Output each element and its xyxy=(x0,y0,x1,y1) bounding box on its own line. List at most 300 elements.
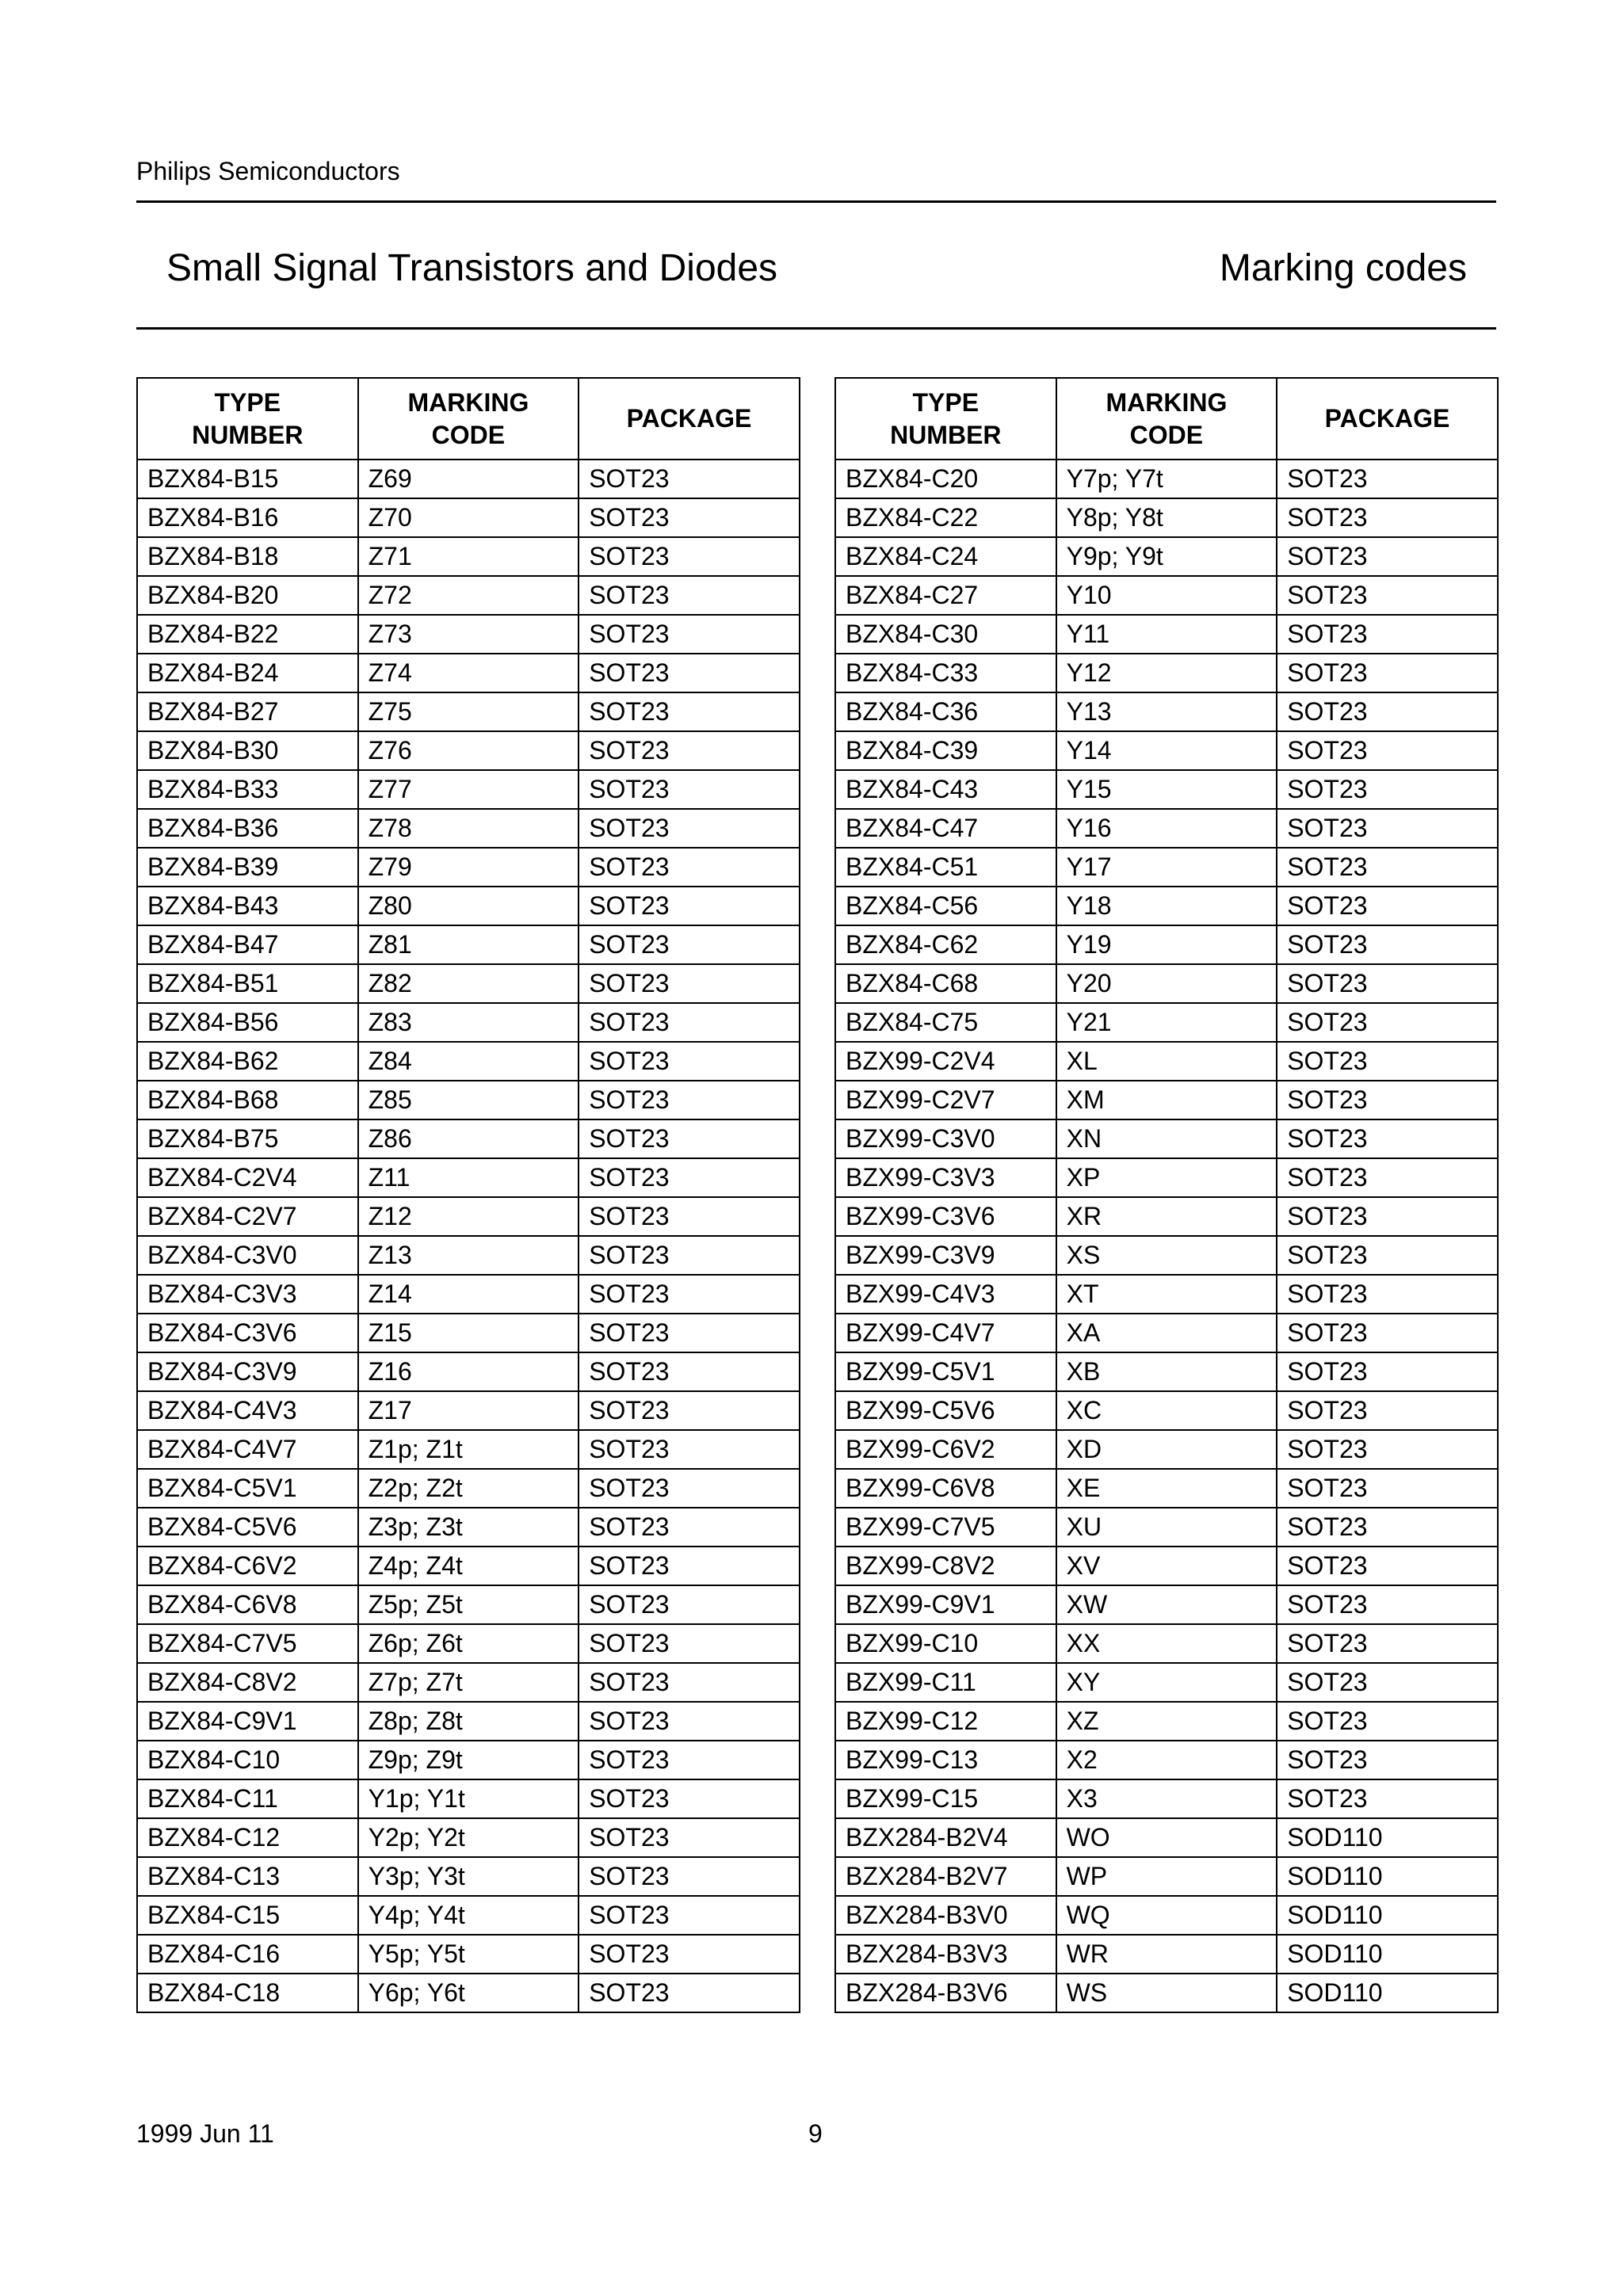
marking-code-cell: Y17 xyxy=(1056,848,1277,887)
table-row xyxy=(137,576,800,615)
marking-code-cell: Z14 xyxy=(358,1275,579,1314)
marking-code-cell: WS xyxy=(1056,1974,1277,2012)
type-number-cell: BZX84-C27 xyxy=(835,576,1056,615)
marking-code-cell: Z81 xyxy=(358,925,579,964)
type-number-cell: BZX84-B75 xyxy=(137,1119,358,1158)
type-number-cell: BZX99-C6V2 xyxy=(835,1430,1056,1469)
marking-code-cell: XL xyxy=(1056,1042,1277,1081)
package-cell: SOT23 xyxy=(1277,615,1498,654)
type-number-cell: BZX84-C51 xyxy=(835,848,1056,887)
marking-code-cell: X2 xyxy=(1056,1741,1277,1779)
marking-code-cell: Z70 xyxy=(358,498,579,537)
marking-code-cell: XC xyxy=(1056,1391,1277,1430)
type-number-cell: BZX99-C9V1 xyxy=(835,1585,1056,1624)
table-row xyxy=(835,770,1498,809)
table-row xyxy=(137,1042,800,1081)
type-number-cell: BZX284-B3V3 xyxy=(835,1935,1056,1974)
type-number-cell: BZX84-C16 xyxy=(137,1935,358,1974)
type-number-cell: BZX84-C56 xyxy=(835,887,1056,925)
package-cell: SOT23 xyxy=(1277,731,1498,770)
table-row xyxy=(835,1275,1498,1314)
package-cell: SOT23 xyxy=(579,1585,800,1624)
package-cell: SOT23 xyxy=(579,1779,800,1818)
column-header-line: CODE xyxy=(1129,420,1204,449)
marking-code-cell: Z78 xyxy=(358,809,579,848)
table-row xyxy=(835,1236,1498,1275)
package-cell: SOD110 xyxy=(1277,1857,1498,1896)
table-row xyxy=(137,1624,800,1663)
marking-code-cell: X3 xyxy=(1056,1779,1277,1818)
package-cell: SOT23 xyxy=(579,1042,800,1081)
marking-code-cell: Y21 xyxy=(1056,1003,1277,1042)
marking-code-cell: Z77 xyxy=(358,770,579,809)
marking-code-cell: Z16 xyxy=(358,1352,579,1391)
document-title: Small Signal Transistors and Diodes xyxy=(166,247,778,289)
package-cell: SOT23 xyxy=(579,964,800,1003)
type-number-cell: BZX84-C10 xyxy=(137,1741,358,1779)
package-cell: SOT23 xyxy=(579,1508,800,1547)
package-cell: SOT23 xyxy=(1277,887,1498,925)
package-cell: SOT23 xyxy=(579,1314,800,1352)
type-number-cell: BZX84-C20 xyxy=(835,460,1056,498)
package-cell: SOT23 xyxy=(1277,1042,1498,1081)
section-title: Marking codes xyxy=(1219,247,1467,289)
type-number-cell: BZX84-B51 xyxy=(137,964,358,1003)
package-cell: SOT23 xyxy=(579,1469,800,1508)
marking-code-cell: Z85 xyxy=(358,1081,579,1119)
table-row xyxy=(835,848,1498,887)
package-cell: SOT23 xyxy=(579,887,800,925)
package-cell: SOT23 xyxy=(1277,498,1498,537)
marking-code-cell: Y10 xyxy=(1056,576,1277,615)
type-number-cell: BZX84-C2V7 xyxy=(137,1197,358,1236)
type-number-cell: BZX99-C7V5 xyxy=(835,1508,1056,1547)
package-cell: SOT23 xyxy=(579,1003,800,1042)
table-row xyxy=(137,1508,800,1547)
package-cell: SOT23 xyxy=(579,1857,800,1896)
type-number-cell: BZX99-C3V9 xyxy=(835,1236,1056,1275)
table-row xyxy=(137,1236,800,1275)
marking-code-cell: XR xyxy=(1056,1197,1277,1236)
package-cell: SOT23 xyxy=(1277,1508,1498,1547)
marking-code-cell: Z75 xyxy=(358,692,579,731)
marking-code-cell: Y16 xyxy=(1056,809,1277,848)
package-cell: SOT23 xyxy=(1277,1314,1498,1352)
table-row xyxy=(835,1663,1498,1702)
type-number-cell: BZX84-C24 xyxy=(835,537,1056,576)
table-row xyxy=(137,1469,800,1508)
type-number-cell: BZX99-C8V2 xyxy=(835,1547,1056,1585)
marking-code-cell: XX xyxy=(1056,1624,1277,1663)
table-row xyxy=(137,1430,800,1469)
marking-code-cell: XN xyxy=(1056,1119,1277,1158)
marking-code-cell: Z86 xyxy=(358,1119,579,1158)
table-row xyxy=(835,537,1498,576)
type-number-cell: BZX84-B20 xyxy=(137,576,358,615)
package-cell: SOT23 xyxy=(1277,1391,1498,1430)
table-row xyxy=(835,692,1498,731)
package-cell: SOT23 xyxy=(579,1896,800,1935)
type-number-cell: BZX84-C15 xyxy=(137,1896,358,1935)
header-rule-bottom xyxy=(136,327,1496,330)
marking-code-cell: Z2p; Z2t xyxy=(358,1469,579,1508)
marking-code-cell: WP xyxy=(1056,1857,1277,1896)
type-number-cell: BZX84-C12 xyxy=(137,1818,358,1857)
package-cell: SOT23 xyxy=(579,809,800,848)
marking-code-cell: Z69 xyxy=(358,460,579,498)
table-row xyxy=(835,1702,1498,1741)
marking-code-cell: Z12 xyxy=(358,1197,579,1236)
table-row xyxy=(137,1197,800,1236)
package-cell: SOD110 xyxy=(1277,1974,1498,2012)
table-row xyxy=(835,1158,1498,1197)
column-header-line: TYPE xyxy=(912,387,980,417)
table-body-left xyxy=(137,460,800,2012)
type-number-cell: BZX84-B39 xyxy=(137,848,358,887)
column-header-type-number xyxy=(835,378,1056,460)
type-number-cell: BZX99-C6V8 xyxy=(835,1469,1056,1508)
header-rule-top xyxy=(136,200,1496,203)
package-cell: SOT23 xyxy=(1277,848,1498,887)
type-number-cell: BZX99-C3V0 xyxy=(835,1119,1056,1158)
package-cell: SOT23 xyxy=(579,848,800,887)
type-number-cell: BZX99-C11 xyxy=(835,1663,1056,1702)
table-row xyxy=(137,537,800,576)
table-row xyxy=(835,1119,1498,1158)
type-number-cell: BZX84-B18 xyxy=(137,537,358,576)
package-cell: SOT23 xyxy=(579,537,800,576)
table-row xyxy=(137,1818,800,1857)
table-row xyxy=(137,1119,800,1158)
marking-code-cell: Z80 xyxy=(358,887,579,925)
marking-code-cell: XU xyxy=(1056,1508,1277,1547)
package-cell: SOT23 xyxy=(1277,1003,1498,1042)
marking-code-cell: Z8p; Z8t xyxy=(358,1702,579,1741)
table-row xyxy=(137,1391,800,1430)
package-cell: SOT23 xyxy=(1277,964,1498,1003)
marking-code-cell: Z15 xyxy=(358,1314,579,1352)
package-cell: SOT23 xyxy=(579,692,800,731)
column-header-line: NUMBER xyxy=(192,420,304,449)
type-number-cell: BZX99-C3V6 xyxy=(835,1197,1056,1236)
table-row xyxy=(835,1818,1498,1857)
marking-code-cell: XV xyxy=(1056,1547,1277,1585)
table-row xyxy=(835,1624,1498,1663)
table-row xyxy=(835,1857,1498,1896)
package-cell: SOT23 xyxy=(579,1391,800,1430)
table-row xyxy=(137,1352,800,1391)
marking-code-cell: XE xyxy=(1056,1469,1277,1508)
table-row xyxy=(137,1741,800,1779)
package-cell: SOT23 xyxy=(579,770,800,809)
package-cell: SOT23 xyxy=(579,654,800,692)
table-row xyxy=(137,460,800,498)
type-number-cell: BZX84-B36 xyxy=(137,809,358,848)
type-number-cell: BZX99-C15 xyxy=(835,1779,1056,1818)
marking-code-cell: Y20 xyxy=(1056,964,1277,1003)
marking-code-cell: XT xyxy=(1056,1275,1277,1314)
package-cell: SOT23 xyxy=(1277,1469,1498,1508)
type-number-cell: BZX84-C7V5 xyxy=(137,1624,358,1663)
type-number-cell: BZX84-C3V9 xyxy=(137,1352,358,1391)
column-header-package xyxy=(1277,378,1498,460)
type-number-cell: BZX84-C6V8 xyxy=(137,1585,358,1624)
marking-code-cell: WO xyxy=(1056,1818,1277,1857)
table-row xyxy=(137,848,800,887)
type-number-cell: BZX84-C11 xyxy=(137,1779,358,1818)
marking-code-cell: Z74 xyxy=(358,654,579,692)
type-number-cell: BZX84-C4V3 xyxy=(137,1391,358,1430)
package-cell: SOD110 xyxy=(1277,1818,1498,1857)
package-cell: SOT23 xyxy=(579,1275,800,1314)
type-number-cell: BZX84-B56 xyxy=(137,1003,358,1042)
package-cell: SOT23 xyxy=(1277,654,1498,692)
type-number-cell: BZX99-C3V3 xyxy=(835,1158,1056,1197)
marking-code-cell: XB xyxy=(1056,1352,1277,1391)
type-number-cell: BZX84-C22 xyxy=(835,498,1056,537)
package-cell: SOT23 xyxy=(579,1741,800,1779)
column-header-line: TYPE xyxy=(214,387,281,417)
package-cell: SOT23 xyxy=(1277,925,1498,964)
marking-code-cell: XW xyxy=(1056,1585,1277,1624)
package-cell: SOT23 xyxy=(579,1818,800,1857)
marking-code-cell: Y9p; Y9t xyxy=(1056,537,1277,576)
table-row xyxy=(835,1741,1498,1779)
type-number-cell: BZX84-B68 xyxy=(137,1081,358,1119)
table-row xyxy=(137,925,800,964)
table-row xyxy=(835,925,1498,964)
table-row xyxy=(835,576,1498,615)
package-cell: SOT23 xyxy=(579,925,800,964)
package-cell: SOT23 xyxy=(579,1158,800,1197)
type-number-cell: BZX84-C9V1 xyxy=(137,1702,358,1741)
type-number-cell: BZX99-C2V7 xyxy=(835,1081,1056,1119)
table-header-row xyxy=(835,378,1498,460)
type-number-cell: BZX84-C13 xyxy=(137,1857,358,1896)
type-number-cell: BZX84-C75 xyxy=(835,1003,1056,1042)
marking-code-cell: Y11 xyxy=(1056,615,1277,654)
type-number-cell: BZX284-B3V0 xyxy=(835,1896,1056,1935)
marking-code-cell: Z17 xyxy=(358,1391,579,1430)
table-row xyxy=(835,1042,1498,1081)
type-number-cell: BZX84-C3V6 xyxy=(137,1314,358,1352)
table-row xyxy=(137,1314,800,1352)
table-row xyxy=(137,1663,800,1702)
table-row xyxy=(835,1469,1498,1508)
package-cell: SOT23 xyxy=(1277,1547,1498,1585)
table-row xyxy=(835,1197,1498,1236)
type-number-cell: BZX84-C30 xyxy=(835,615,1056,654)
column-header-line: PACKAGE xyxy=(626,404,752,433)
column-header-marking-code xyxy=(358,378,579,460)
marking-codes-table-left xyxy=(136,377,800,2013)
marking-code-cell: Z13 xyxy=(358,1236,579,1275)
type-number-cell: BZX84-C5V1 xyxy=(137,1469,358,1508)
marking-code-cell: Z79 xyxy=(358,848,579,887)
type-number-cell: BZX284-B2V4 xyxy=(835,1818,1056,1857)
marking-code-cell: Z1p; Z1t xyxy=(358,1430,579,1469)
marking-codes-table-right xyxy=(834,377,1499,2013)
type-number-cell: BZX99-C12 xyxy=(835,1702,1056,1741)
marking-code-cell: Y7p; Y7t xyxy=(1056,460,1277,498)
marking-code-cell: XM xyxy=(1056,1081,1277,1119)
column-header-marking-code xyxy=(1056,378,1277,460)
table-row xyxy=(137,1857,800,1896)
package-cell: SOT23 xyxy=(579,498,800,537)
marking-code-cell: XD xyxy=(1056,1430,1277,1469)
type-number-cell: BZX84-C5V6 xyxy=(137,1508,358,1547)
table-row xyxy=(137,1896,800,1935)
type-number-cell: BZX99-C4V7 xyxy=(835,1314,1056,1352)
marking-code-cell: Y3p; Y3t xyxy=(358,1857,579,1896)
type-number-cell: BZX84-C6V2 xyxy=(137,1547,358,1585)
type-number-cell: BZX84-B30 xyxy=(137,731,358,770)
package-cell: SOT23 xyxy=(579,1081,800,1119)
marking-code-cell: Y5p; Y5t xyxy=(358,1935,579,1974)
table-row xyxy=(835,1974,1498,2012)
package-cell: SOT23 xyxy=(579,1663,800,1702)
table-row xyxy=(137,1702,800,1741)
table-row xyxy=(137,654,800,692)
type-number-cell: BZX99-C5V1 xyxy=(835,1352,1056,1391)
package-cell: SOT23 xyxy=(579,1430,800,1469)
table-row xyxy=(835,654,1498,692)
marking-code-cell: Z7p; Z7t xyxy=(358,1663,579,1702)
table-body-right xyxy=(835,460,1498,2012)
marking-code-cell: Z3p; Z3t xyxy=(358,1508,579,1547)
marking-code-cell: XA xyxy=(1056,1314,1277,1352)
type-number-cell: BZX84-B47 xyxy=(137,925,358,964)
marking-code-cell: Y19 xyxy=(1056,925,1277,964)
marking-code-cell: Z82 xyxy=(358,964,579,1003)
package-cell: SOT23 xyxy=(1277,809,1498,848)
table-row xyxy=(137,1158,800,1197)
marking-code-cell: Y6p; Y6t xyxy=(358,1974,579,2012)
package-cell: SOT23 xyxy=(1277,1352,1498,1391)
package-cell: SOT23 xyxy=(1277,460,1498,498)
package-cell: SOT23 xyxy=(579,1702,800,1741)
table-row xyxy=(835,1896,1498,1935)
marking-code-cell: Z84 xyxy=(358,1042,579,1081)
package-cell: SOT23 xyxy=(579,615,800,654)
type-number-cell: BZX84-C68 xyxy=(835,964,1056,1003)
marking-code-cell: Y18 xyxy=(1056,887,1277,925)
type-number-cell: BZX84-C43 xyxy=(835,770,1056,809)
table-row xyxy=(137,731,800,770)
package-cell: SOT23 xyxy=(579,1197,800,1236)
table-row xyxy=(137,887,800,925)
marking-code-cell: WR xyxy=(1056,1935,1277,1974)
type-number-cell: BZX99-C10 xyxy=(835,1624,1056,1663)
table-row xyxy=(137,1003,800,1042)
type-number-cell: BZX84-C62 xyxy=(835,925,1056,964)
table-row xyxy=(835,809,1498,848)
package-cell: SOT23 xyxy=(1277,770,1498,809)
marking-code-cell: Z73 xyxy=(358,615,579,654)
type-number-cell: BZX84-C3V0 xyxy=(137,1236,358,1275)
marking-code-cell: XS xyxy=(1056,1236,1277,1275)
package-cell: SOT23 xyxy=(1277,1779,1498,1818)
marking-code-cell: XZ xyxy=(1056,1702,1277,1741)
table-row xyxy=(835,731,1498,770)
table-row xyxy=(835,1003,1498,1042)
type-number-cell: BZX99-C4V3 xyxy=(835,1275,1056,1314)
table-row xyxy=(137,692,800,731)
table-row xyxy=(137,1779,800,1818)
package-cell: SOT23 xyxy=(579,1119,800,1158)
marking-code-cell: Y4p; Y4t xyxy=(358,1896,579,1935)
package-cell: SOT23 xyxy=(1277,1702,1498,1741)
table-row xyxy=(835,615,1498,654)
package-cell: SOT23 xyxy=(579,1624,800,1663)
column-header-line: MARKING xyxy=(1106,387,1228,417)
table-row xyxy=(835,964,1498,1003)
table-row xyxy=(835,460,1498,498)
table-row xyxy=(137,1974,800,2012)
company-name: Philips Semiconductors xyxy=(136,157,400,185)
package-cell: SOT23 xyxy=(1277,576,1498,615)
type-number-cell: BZX84-C4V7 xyxy=(137,1430,358,1469)
table-row xyxy=(137,615,800,654)
marking-code-cell: WQ xyxy=(1056,1896,1277,1935)
package-cell: SOT23 xyxy=(579,1236,800,1275)
column-header-line: NUMBER xyxy=(890,420,1002,449)
marking-code-cell: Z83 xyxy=(358,1003,579,1042)
package-cell: SOT23 xyxy=(579,1935,800,1974)
type-number-cell: BZX84-B43 xyxy=(137,887,358,925)
package-cell: SOT23 xyxy=(579,1352,800,1391)
footer-date: 1999 Jun 11 xyxy=(136,2119,274,2148)
type-number-cell: BZX84-C8V2 xyxy=(137,1663,358,1702)
column-header-line: CODE xyxy=(431,420,506,449)
type-number-cell: BZX84-C2V4 xyxy=(137,1158,358,1197)
package-cell: SOT23 xyxy=(1277,692,1498,731)
marking-code-cell: Y12 xyxy=(1056,654,1277,692)
type-number-cell: BZX84-C39 xyxy=(835,731,1056,770)
package-cell: SOT23 xyxy=(1277,1081,1498,1119)
package-cell: SOT23 xyxy=(1277,1585,1498,1624)
table-row xyxy=(835,1585,1498,1624)
table-row xyxy=(835,1779,1498,1818)
page-number: 9 xyxy=(808,2119,823,2148)
package-cell: SOD110 xyxy=(1277,1896,1498,1935)
type-number-cell: BZX99-C2V4 xyxy=(835,1042,1056,1081)
type-number-cell: BZX284-B3V6 xyxy=(835,1974,1056,2012)
table-row xyxy=(137,498,800,537)
type-number-cell: BZX84-C33 xyxy=(835,654,1056,692)
marking-code-cell: Z71 xyxy=(358,537,579,576)
type-number-cell: BZX84-B15 xyxy=(137,460,358,498)
table-row xyxy=(835,498,1498,537)
type-number-cell: BZX84-C36 xyxy=(835,692,1056,731)
table-row xyxy=(137,1275,800,1314)
table-row xyxy=(835,1081,1498,1119)
type-number-cell: BZX84-B22 xyxy=(137,615,358,654)
table-row xyxy=(835,1352,1498,1391)
marking-code-cell: Z72 xyxy=(358,576,579,615)
package-cell: SOT23 xyxy=(1277,1430,1498,1469)
type-number-cell: BZX84-B62 xyxy=(137,1042,358,1081)
table-row xyxy=(835,1430,1498,1469)
table-row xyxy=(835,1314,1498,1352)
table-row xyxy=(835,887,1498,925)
table-row xyxy=(137,1585,800,1624)
marking-code-cell: Z5p; Z5t xyxy=(358,1585,579,1624)
package-cell: SOT23 xyxy=(1277,537,1498,576)
type-number-cell: BZX84-C18 xyxy=(137,1974,358,2012)
table-row xyxy=(835,1935,1498,1974)
type-number-cell: BZX84-B33 xyxy=(137,770,358,809)
